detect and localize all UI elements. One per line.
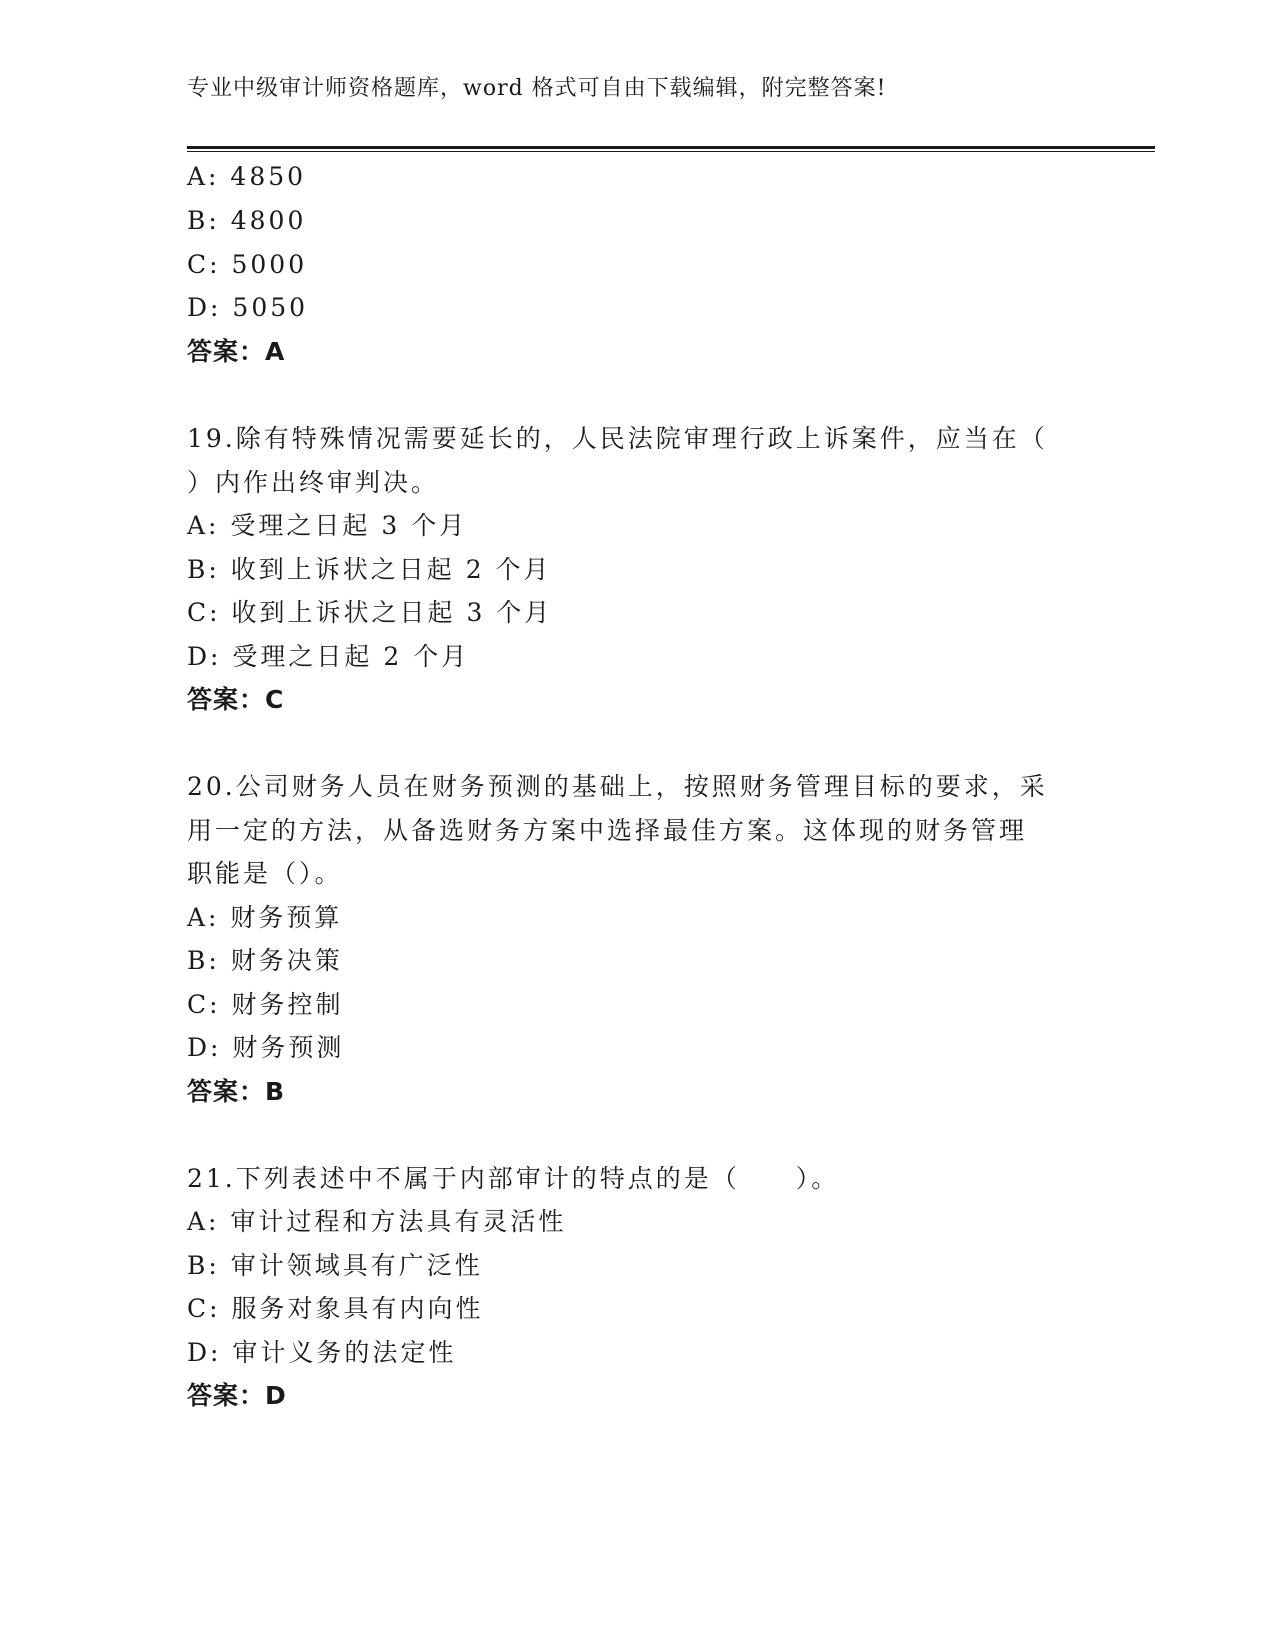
q21-stem-line-1: 21.下列表述中不属于内部审计的特点的是（ ）。 [187,1164,840,1193]
q19-option-d: D: 受理之日起 2 个月 [187,642,470,671]
q20-option-d: D: 财务预测 [187,1033,345,1062]
header-rule-thin [187,151,1155,152]
q19-option-c: C: 收到上诉状之日起 3 个月 [187,598,553,627]
q21-option-c: C: 服务对象具有内向性 [187,1294,484,1323]
q21-option-b: B: 审计领域具有广泛性 [187,1251,483,1280]
q18-answer: 答案：A [187,337,286,366]
q20-answer: 答案：B [187,1077,286,1106]
q19-answer: 答案：C [187,685,285,714]
q20-option-b: B: 财务决策 [187,946,343,975]
q18-option-c: C: 5000 [187,250,308,279]
q21-option-a: A: 审计过程和方法具有灵活性 [187,1207,567,1236]
q18-option-b: B: 4800 [187,206,307,235]
q20-option-c: C: 财务控制 [187,990,344,1019]
q19-option-a: A: 受理之日起 3 个月 [187,511,468,540]
header-rule-thick [187,146,1155,149]
q20-stem-line-1: 20.公司财务人员在财务预测的基础上，按照财务管理目标的要求，采 [187,772,1048,801]
q19-option-b: B: 收到上诉状之日起 2 个月 [187,555,552,584]
q20-option-a: A: 财务预算 [187,903,343,932]
q20-stem-line-3: 职能是（）。 [187,859,343,888]
q18-option-a: A: 4850 [187,162,307,191]
q21-option-d: D: 审计义务的法定性 [187,1338,457,1367]
q19-stem-line-1: 19.除有特殊情况需要延长的，人民法院审理行政上诉案件，应当在（ [187,424,1048,453]
q19-stem-line-2: ）内作出终审判决。 [187,468,440,497]
q21-answer: 答案：D [187,1381,287,1410]
page-header: 专业中级审计师资格题库，word 格式可自由下载编辑，附完整答案! [187,76,887,101]
q20-stem-line-2: 用一定的方法，从备选财务方案中选择最佳方案。这体现的财务管理 [187,816,1028,845]
q18-option-d: D: 5050 [187,293,309,322]
